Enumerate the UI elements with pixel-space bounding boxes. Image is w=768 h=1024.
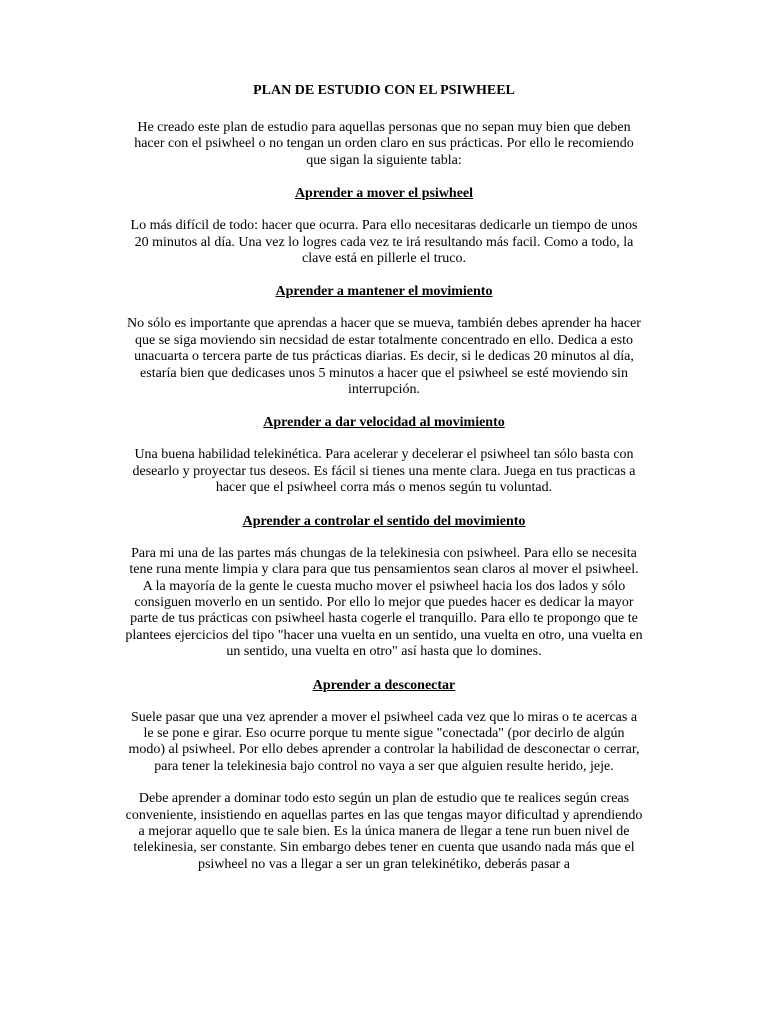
section-body-sentido: Para mi una de las partes más chungas de la telekinesia con psiwheel. Para ello se necesita tene runa mente limpia y clara para que tus pensamientos sean claros al mover el psiwheel. A la mayoría de la gente le cuesta mucho mover el psiwheel hacia los dos lados y sólo consiguen moverlo en un sentido. Por ello lo mejor que puedes hacer es dedicar la mayor parte de tus prácticas con psiwheel hasta cogerle el tranquillo. Para ello te propongo que te plantees ejercicios del tipo "hacer una vuelta en un sentido, una vuelta en otro, una vuelta en un sentido, una vuelta en otro" así hasta que lo domines. [125, 545, 643, 660]
intro-paragraph: He creado este plan de estudio para aquellas personas que no sepan muy bien que deben hacer con el psiwheel o no tengan un orden claro en sus prácticas. Por ello le recomiendo que sigan la siguiente tabla: [134, 120, 634, 168]
document-title: PLAN DE ESTUDIO CON EL PSIWHEEL [253, 83, 515, 98]
section-heading-sentido: Aprender a controlar el sentido del movimiento [242, 513, 526, 529]
section-body-velocidad: Una buena habilidad telekinética. Para acelerar y decelerar el psiwheel tan sólo basta con desearlo y proyectar tus deseos. Es fácil si tienes una mente clara. Juega en tus practicas a hacer que el psiwheel corra más o menos según tu voluntad. [132, 447, 636, 496]
section-heading-mantener: Aprender a mantener el movimiento [275, 284, 493, 300]
closing-paragraph: Debe aprender a dominar todo esto según un plan de estudio que te realices según creas conveniente, insistiendo en aquellas partes en las que tengas mayor dificultad y aprendiendo a mejorar aquello que te sale bien. Es la única manera de llegar a tene run buen nivel de telekinesia, ser constante. Sin embargo debes tener en cuenta que usando nada más que el psiwheel no vas a llegar a ser un gran telekinétiko, deberás pasar a [125, 791, 643, 872]
section-body-desconectar: Suele pasar que una vez aprender a mover el psiwheel cada vez que lo miras o te acercas a le se pone e girar. Eso ocurre porque tu mente sigue "conectada" (por decirlo de algún modo) al psiwheel. Por ello debes aprender a controlar la habilidad de desconectar o cerrar, para tener la telekinesia bajo control no vaya a ser que alguien resulte herido, jeje. [128, 709, 640, 774]
section-body-mantener: No sólo es importante que aprendas a hacer que se mueva, también debes aprender ha hacer que se siga moviendo sin necsidad de estar totalmente concentrado en ello. Dedica a esto unacuarta o tercera parte de tus prácticas diarias. Es decir, si le dedicas 20 minutos al día, estaría bien que dedicases unos 5 minutos a hacer que el psiwheel se esté moviendo sin interrupción. [127, 316, 641, 398]
section-body-mover: Lo más difícil de todo: hacer que ocurra. Para ello necesitaras dedicarle un tiempo de unos 20 minutos al día. Una vez lo logres cada vez te irá resultando más facil. Como a todo, la clave está en pillerle el truco. [130, 218, 638, 267]
section-heading-desconectar: Aprender a desconectar [312, 677, 456, 693]
section-heading-mover: Aprender a mover el psiwheel [294, 186, 474, 202]
section-heading-velocidad: Aprender a dar velocidad al movimiento [263, 415, 505, 431]
